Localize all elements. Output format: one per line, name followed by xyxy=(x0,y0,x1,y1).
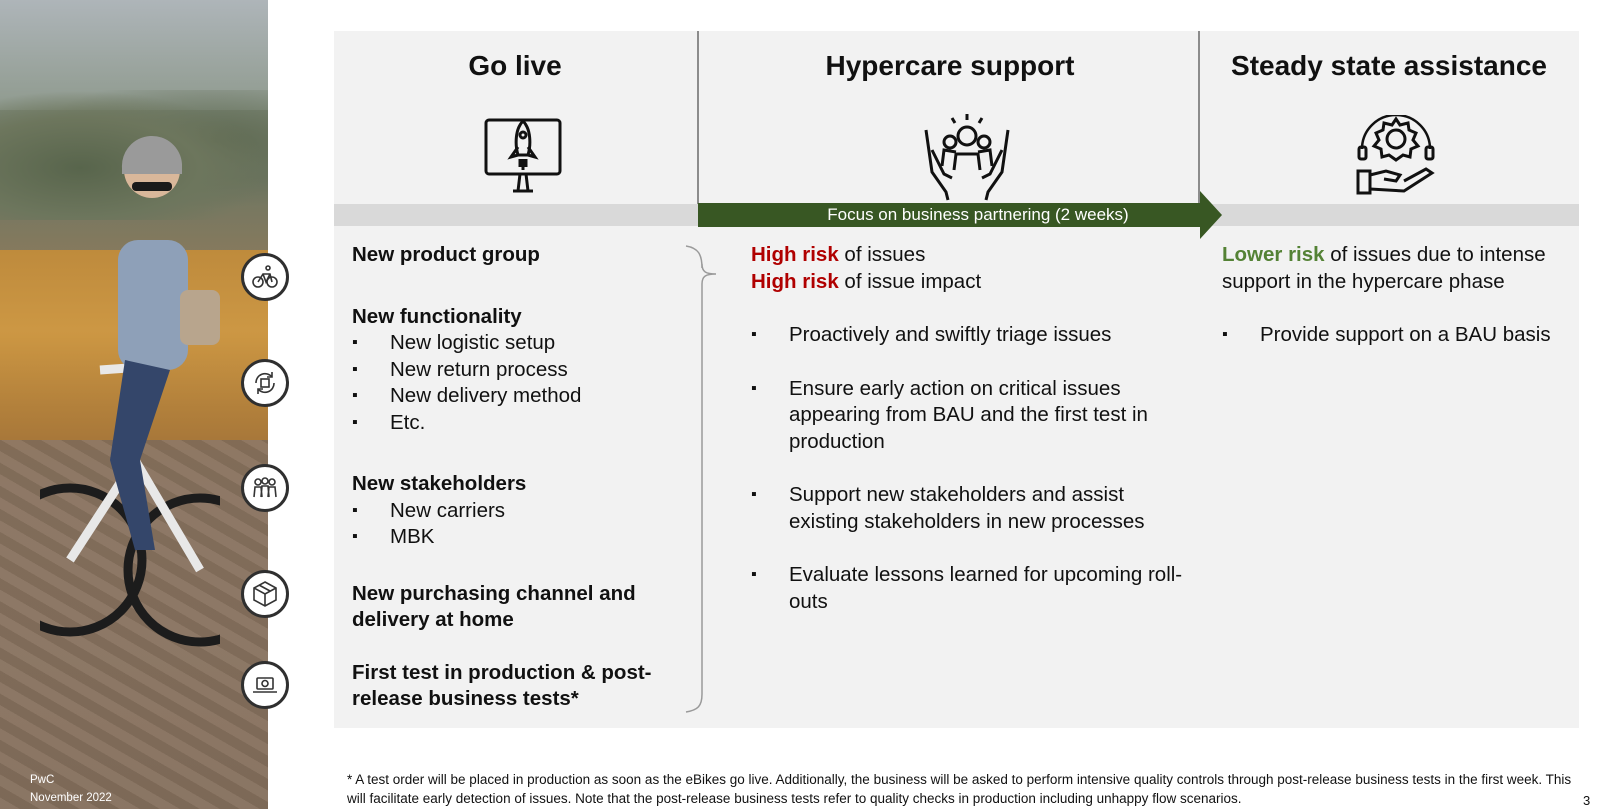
page-number: 3 xyxy=(1583,793,1591,808)
group-title: New stakeholders xyxy=(352,472,527,495)
risk-rest: of issues due to intense support in the hypercare phase xyxy=(1222,243,1546,293)
group-title: New purchasing channel and delivery at home xyxy=(352,581,636,631)
hypercare-title: Hypercare support xyxy=(825,50,1075,81)
list-item: ▪ Etc. xyxy=(352,410,672,437)
risk-line xyxy=(751,242,1191,269)
rocket-monitor-icon xyxy=(483,115,563,193)
column-divider xyxy=(697,31,699,205)
list-item: ▪ New return process xyxy=(352,357,672,384)
stakeholders-icon xyxy=(241,464,289,512)
risk-emphasis: Lower risk xyxy=(1222,243,1325,266)
return-cycle-icon xyxy=(241,359,289,407)
group-title: New functionality xyxy=(352,304,522,328)
risk-line xyxy=(1222,242,1574,295)
cyclist-photo xyxy=(0,0,268,809)
steady-state-title: Steady state assistance xyxy=(1231,50,1547,81)
package-icon xyxy=(241,570,289,618)
group-title: New product group xyxy=(352,243,540,266)
list-item: ▪ Evaluate lessons learned for upcoming roll-outs xyxy=(751,562,1189,615)
list-item: ▪ MBK xyxy=(352,524,672,551)
risk-emphasis: High risk xyxy=(751,243,839,266)
cyclist-figure xyxy=(40,130,220,650)
footnote: * A test order will be placed in production as soon as the eBikes go live. Additionally, the business will be asked to perform intensive quality controls through post-release business tests in the first week. This will facilitate early detection of issues. Note that the post-release business tests refer to quality checks in production including unhappy flow scenarios. xyxy=(347,772,1572,806)
list-item: ▪ Provide support on a BAU basis xyxy=(1222,322,1574,349)
list-item: ▪ Proactively and swiftly triage issues xyxy=(751,322,1189,349)
risk-rest: of issue impact xyxy=(838,269,982,293)
laptop-icon xyxy=(241,661,289,709)
risk-rest: of issues xyxy=(838,243,926,266)
list-item: ▪ New carriers xyxy=(352,498,672,525)
steady-state-column xyxy=(1222,242,1574,349)
footer-left xyxy=(30,771,112,807)
brace-divider xyxy=(684,244,720,714)
list-item: ▪ Ensure early action on critical issues appearing from BAU and the first test in production xyxy=(751,376,1189,456)
hands-people-icon xyxy=(922,110,1012,202)
bicycle-icon xyxy=(241,253,289,301)
footer-company: PwC xyxy=(30,774,55,786)
list-item: ▪ New delivery method xyxy=(352,383,672,410)
hypercare-column xyxy=(751,242,1191,615)
risk-line xyxy=(751,269,1191,296)
footer-date: November 2022 xyxy=(30,792,112,804)
gear-hand-icon xyxy=(1356,115,1436,197)
list-item: ▪ Support new stakeholders and assist existing stakeholders in new processes xyxy=(751,482,1189,535)
group-title: First test in production & post-release business tests* xyxy=(352,660,652,710)
risk-emphasis: High risk xyxy=(751,269,839,293)
partnering-arrow-label: Focus on business partnering (2 weeks) xyxy=(827,205,1129,224)
go-live-column xyxy=(352,242,672,713)
list-item: ▪ New logistic setup xyxy=(352,330,672,357)
go-live-title: Go live xyxy=(468,50,562,81)
